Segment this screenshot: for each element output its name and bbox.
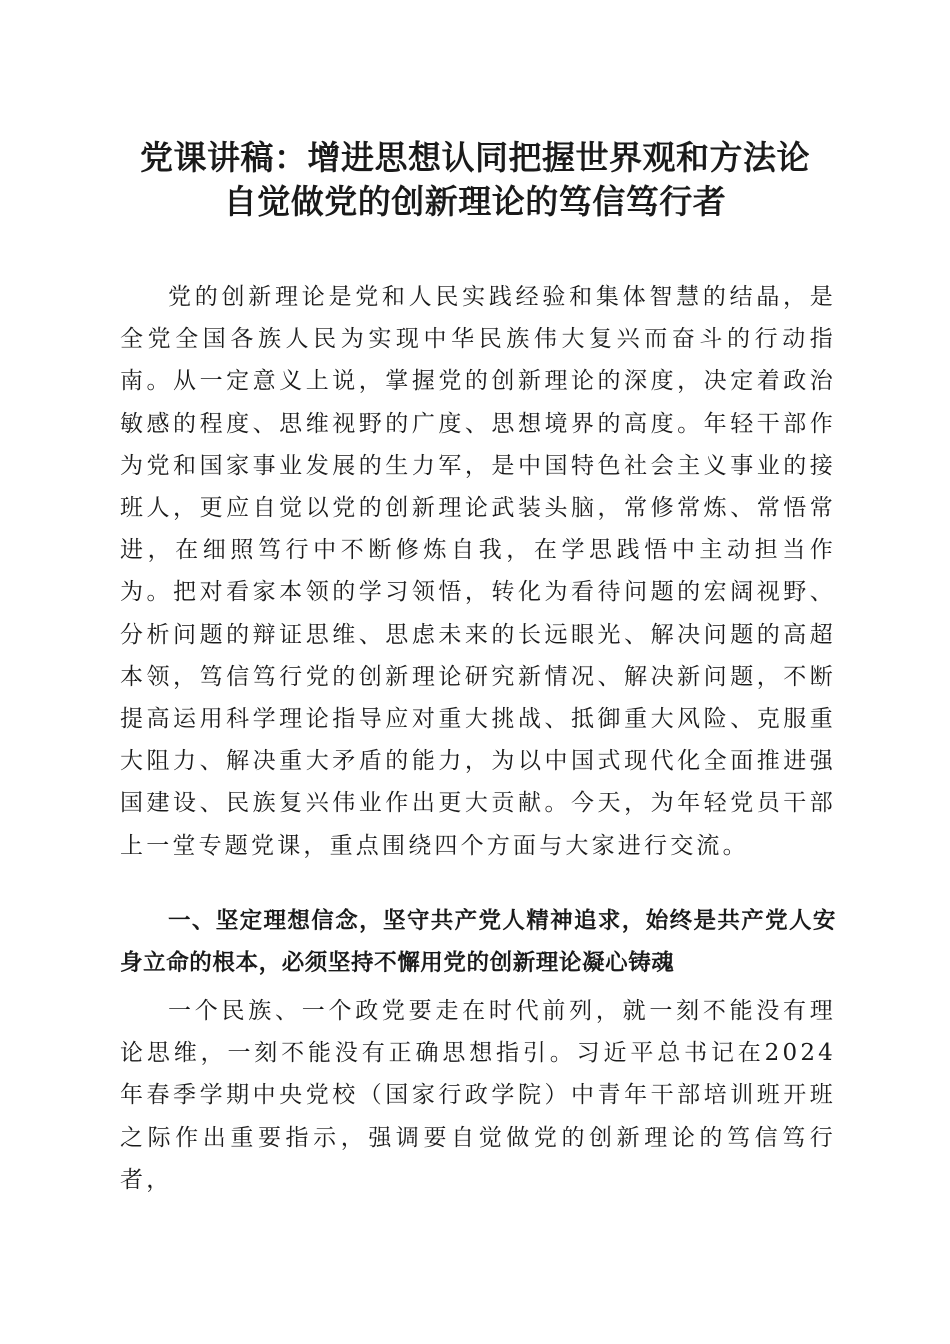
body-paragraph-2: 一个民族、一个政党要走在时代前列，就一刻不能没有理论思维，一刻不能没有正确思想指引。习近平总书记在2024年春季学期中央党校（国家行政学院）中青年干部培训班开班之际作出重要指示，强调要自觉做党的创新理论的笃信笃行者， (120, 998, 836, 1193)
document-title (100, 136, 850, 224)
section-heading-1: 一、坚定理想信念，坚守共产党人精神追求，始终是共产党人安身立命的根本，必须坚持不懈用党的创新理论凝心铸魂 (120, 908, 836, 976)
title-line-1: 党课讲稿：增进思想认同把握世界观和方法论 (140, 138, 810, 177)
intro-paragraph: 党的创新理论是党和人民实践经验和集体智慧的结晶，是全党全国各族人民为实现中华民族伟大复兴而奋斗的行动指南。从一定意义上说，掌握党的创新理论的深度，决定着政治敏感的程度、思维视野的广度、思想境界的高度。年轻干部作为党和国家事业发展的生力军，是中国特色社会主义事业的接班人，更应自觉以党的创新理论武装头脑，常修常炼、常悟常进，在细照笃行中不断修炼自我，在学思践悟中主动担当作为。把对看家本领的学习领悟，转化为看待问题的宏阔视野、分析问题的辩证思维、思虑未来的长远眼光、解决问题的高超本领，笃信笃行党的创新理论研究新情况、解决新问题，不断提高运用科学理论指导应对重大挑战、抵御重大风险、克服重大阻力、解决重大矛盾的能力，为以中国式现代化全面推进强国建设、民族复兴伟业作出更大贡献。今天，为年轻党员干部上一堂专题党课，重点围绕四个方面与大家进行交流。 (120, 284, 836, 859)
title-line-2: 自觉做党的创新理论的笃信笃行者 (223, 182, 727, 221)
